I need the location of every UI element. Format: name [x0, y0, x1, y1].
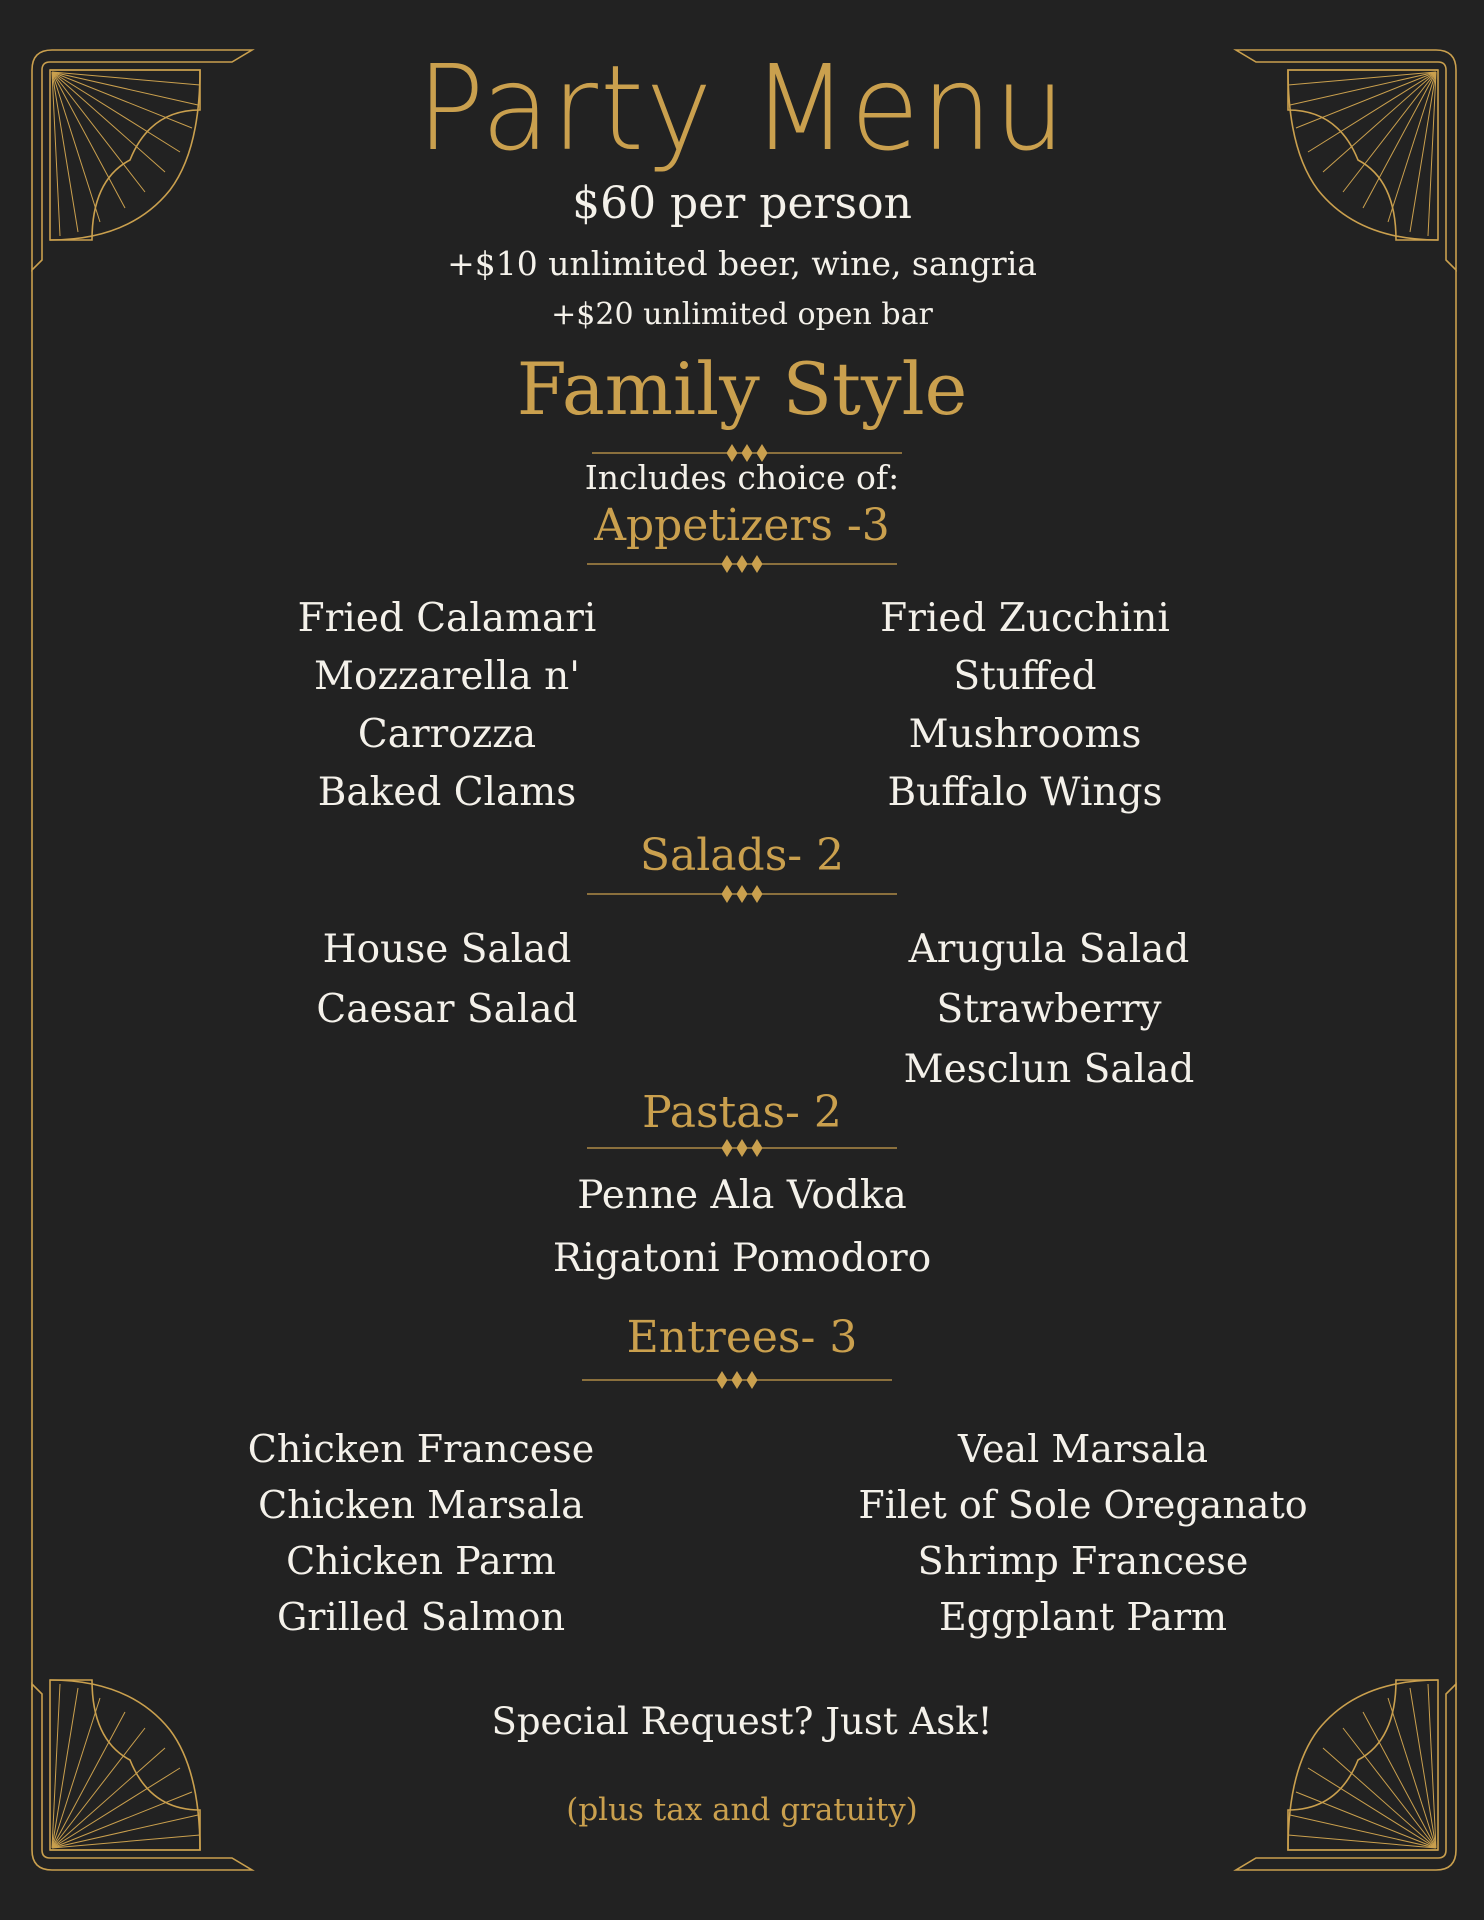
- price-per-person: $60 per person: [572, 178, 912, 229]
- list-item: Baked Clams: [317, 770, 577, 815]
- drinks-addon-beer-wine: +$10 unlimited beer, wine, sangria: [447, 244, 1037, 283]
- appetizers-heading: Appetizers -3: [594, 500, 890, 551]
- list-item: Stuffed: [953, 654, 1097, 699]
- includes-choice-label: Includes choice of:: [584, 458, 900, 497]
- list-item: Fried Zucchini: [880, 596, 1170, 641]
- list-item: Fried Calamari: [297, 596, 597, 641]
- list-item: Penne Ala Vodka: [577, 1173, 907, 1218]
- list-item: Caesar Salad: [316, 987, 578, 1032]
- salads-left-list: [247, 920, 647, 1040]
- drinks-addon-open-bar: +$20 unlimited open bar: [551, 297, 933, 332]
- entrees-left-list: [221, 1421, 621, 1645]
- list-item: Rigatoni Pomodoro: [552, 1236, 932, 1281]
- divider-appetizers-icon: [587, 556, 897, 572]
- pastas-heading: Pastas- 2: [642, 1087, 842, 1138]
- divider-salads-icon: [587, 886, 897, 902]
- special-request-note: Special Request? Just Ask!: [491, 1700, 993, 1743]
- list-item: House Salad: [322, 927, 572, 972]
- appetizers-left-list: [247, 590, 647, 822]
- list-item: Shrimp Francese: [917, 1539, 1249, 1583]
- list-item: Chicken Parm: [286, 1539, 556, 1583]
- list-item: Eggplant Parm: [938, 1595, 1228, 1639]
- entrees-right-list: [833, 1421, 1333, 1645]
- salads-heading: Salads- 2: [639, 830, 845, 881]
- list-item: Veal Marsala: [957, 1427, 1209, 1471]
- list-item: Carrozza: [357, 712, 537, 757]
- list-item: Mesclun Salad: [903, 1047, 1195, 1092]
- divider-entrees-icon: [582, 1372, 892, 1388]
- appetizers-right-list: [825, 590, 1225, 822]
- entrees-heading: Entrees- 3: [626, 1312, 858, 1363]
- salads-right-list: [849, 920, 1249, 1100]
- list-item: Arugula Salad: [908, 927, 1190, 972]
- family-style-heading: Family Style: [516, 347, 968, 431]
- menu-title: Party Menu: [416, 40, 1068, 178]
- list-item: Buffalo Wings: [887, 770, 1163, 815]
- list-item: Chicken Marsala: [258, 1483, 584, 1527]
- pastas-list: [492, 1164, 992, 1290]
- divider-pastas-icon: [587, 1140, 897, 1156]
- tax-gratuity-note: (plus tax and gratuity): [566, 1792, 918, 1828]
- list-item: Chicken Francese: [247, 1427, 595, 1471]
- list-item: Strawberry: [936, 987, 1162, 1032]
- list-item: Grilled Salmon: [276, 1595, 566, 1639]
- list-item: Mushrooms: [908, 712, 1142, 757]
- list-item: Mozzarella n': [314, 654, 580, 699]
- list-item: Filet of Sole Oreganato: [858, 1483, 1308, 1527]
